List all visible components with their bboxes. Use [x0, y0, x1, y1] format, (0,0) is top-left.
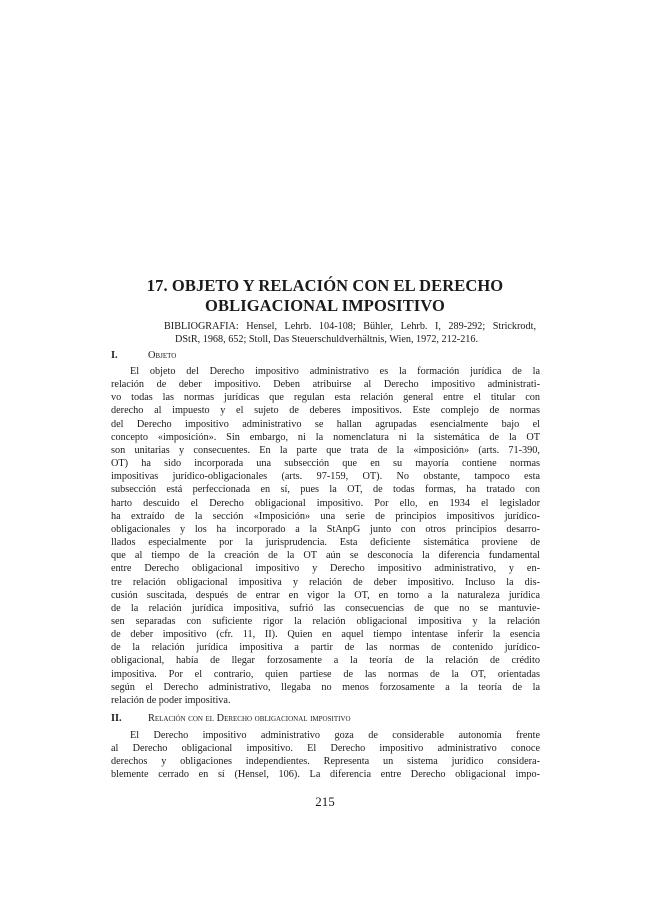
- text-line: relación de deber impositivo. Deben atribuirse al Derecho impositivo administrati-: [111, 379, 540, 391]
- section-1-body: [111, 365, 540, 707]
- text-line: harto descuido el Derecho obligacional impositivo. Por ello, en 1934 el legislador: [111, 497, 540, 509]
- text-line: sen separadas con suficiente rigor la relación obligacional impositiva y la relación: [111, 615, 540, 627]
- chapter-title-line-1: 17. OBJETO Y RELACIÓN CON EL DERECHO: [146, 276, 504, 295]
- bibliography-line-1: BIBLIOGRAFIA: Hensel, Lehrb. 104-108; Bühler, Lehrb. I, 289-292; Strickrodt,: [164, 321, 536, 332]
- text-line: impositiva. Por el contrario, quien partiese de las normas de la OT, orientadas: [111, 668, 540, 680]
- chapter-title: [110, 276, 540, 316]
- text-line: entre Derecho obligacional impositivo y Derecho impositivo administrativo, y en-: [111, 563, 540, 575]
- text-line: El Derecho impositivo administrativo goza de considerable autonomía frente: [130, 730, 540, 741]
- text-line: son unitarias y consecuentes. En la parte que trata de la «imposición» (arts. 71-390,: [111, 444, 540, 456]
- text-line: tre relación obligacional impositiva y relación de deber impositivo. Incluso la dis-: [111, 576, 540, 588]
- bibliography-line-2: DStR, 1968, 652; Stoll, Das Steuerschuldverhältnis, Wien, 1972, 212-216.: [175, 334, 479, 346]
- text-line: El objeto del Derecho impositivo administrativo es la formación jurídica de la: [130, 366, 540, 377]
- text-line: concepto «imposición». Sin embargo, ni la nomenclatura ni la sistemática de la OT: [111, 431, 540, 443]
- section-2-heading: [111, 713, 351, 724]
- text-line: blemente cerrado en sí (Hensel, 106). La diferencia entre Derecho obligacional impo-: [111, 769, 540, 781]
- section-2-body: [111, 729, 540, 782]
- text-line: impositivas jurídico-obligacionales (arts. 97-159, OT). No obstante, tampoco esta: [111, 471, 540, 483]
- page-number: 215: [315, 794, 335, 809]
- text-line: del Derecho impositivo administrativo se hallan agrupadas esencialmente bajo el: [111, 418, 540, 430]
- bibliography: [164, 320, 536, 346]
- text-line: subsección está perfeccionada en sí, pues la OT, de todas formas, ha tratado con: [111, 484, 540, 496]
- section-1-title: Objeto: [148, 350, 177, 361]
- section-2-title: Relación con el Derecho obligacional impositivo: [148, 713, 351, 724]
- text-line: derecho al impuesto y el sujeto de deberes impositivos. Este complejo de normas: [111, 405, 540, 417]
- text-line: de la relación jurídica impositiva a partir de las normas de contenido jurídico-: [111, 642, 540, 654]
- section-1-heading: [111, 350, 176, 361]
- text-line: obligacionales y los ha incorporado a la StAnpG junto con otros principios desarro-: [111, 523, 540, 535]
- text-line: que al tiempo de la creación de la OT aún se desconocía la diferencia fundamental: [111, 550, 540, 562]
- text-line: vo todas las normas jurídicas que regulan esta relación general entre el titular con: [111, 392, 540, 404]
- section-2-number: II.: [111, 713, 122, 724]
- chapter-title-line-2: OBLIGACIONAL IMPOSITIVO: [205, 296, 445, 315]
- text-line: relación de poder impositiva.: [111, 694, 231, 706]
- text-line: llados especialmente por la jurisprudencia. Esta deficiente sistemática proviene de: [111, 537, 540, 549]
- section-1-number: I.: [111, 350, 118, 361]
- text-line: ha extraído de la sección «Imposición» una serie de principios impositivos jurídico-: [111, 510, 540, 522]
- text-line: OT) ha sido incorporada una subsección que en su mayoría contiene normas: [111, 458, 540, 470]
- text-line: según el Derecho administrativo, llegaba no menos forzosamente a la teoría de la: [111, 681, 540, 693]
- text-line: de deber impositivo (cfr. 11, II). Quien en aquel tiempo intentase inferir la esencia: [111, 629, 540, 641]
- text-line: de la relación jurídica impositiva, sufrió las consecuencias de que no se mantuvie-: [111, 602, 540, 614]
- text-line: derechos y obligaciones independientes. Representa un sistema jurídico considera-: [111, 756, 540, 768]
- text-line: al Derecho obligacional impositivo. El Derecho impositivo administrativo conoce: [111, 743, 540, 755]
- text-line: obligacional, había de llegar forzosamente a la teoría de la relación de crédito: [111, 655, 540, 667]
- text-line: cusión suscitada, después de entrar en vigor la OT, en torno a la naturaleza jurídica: [111, 589, 540, 601]
